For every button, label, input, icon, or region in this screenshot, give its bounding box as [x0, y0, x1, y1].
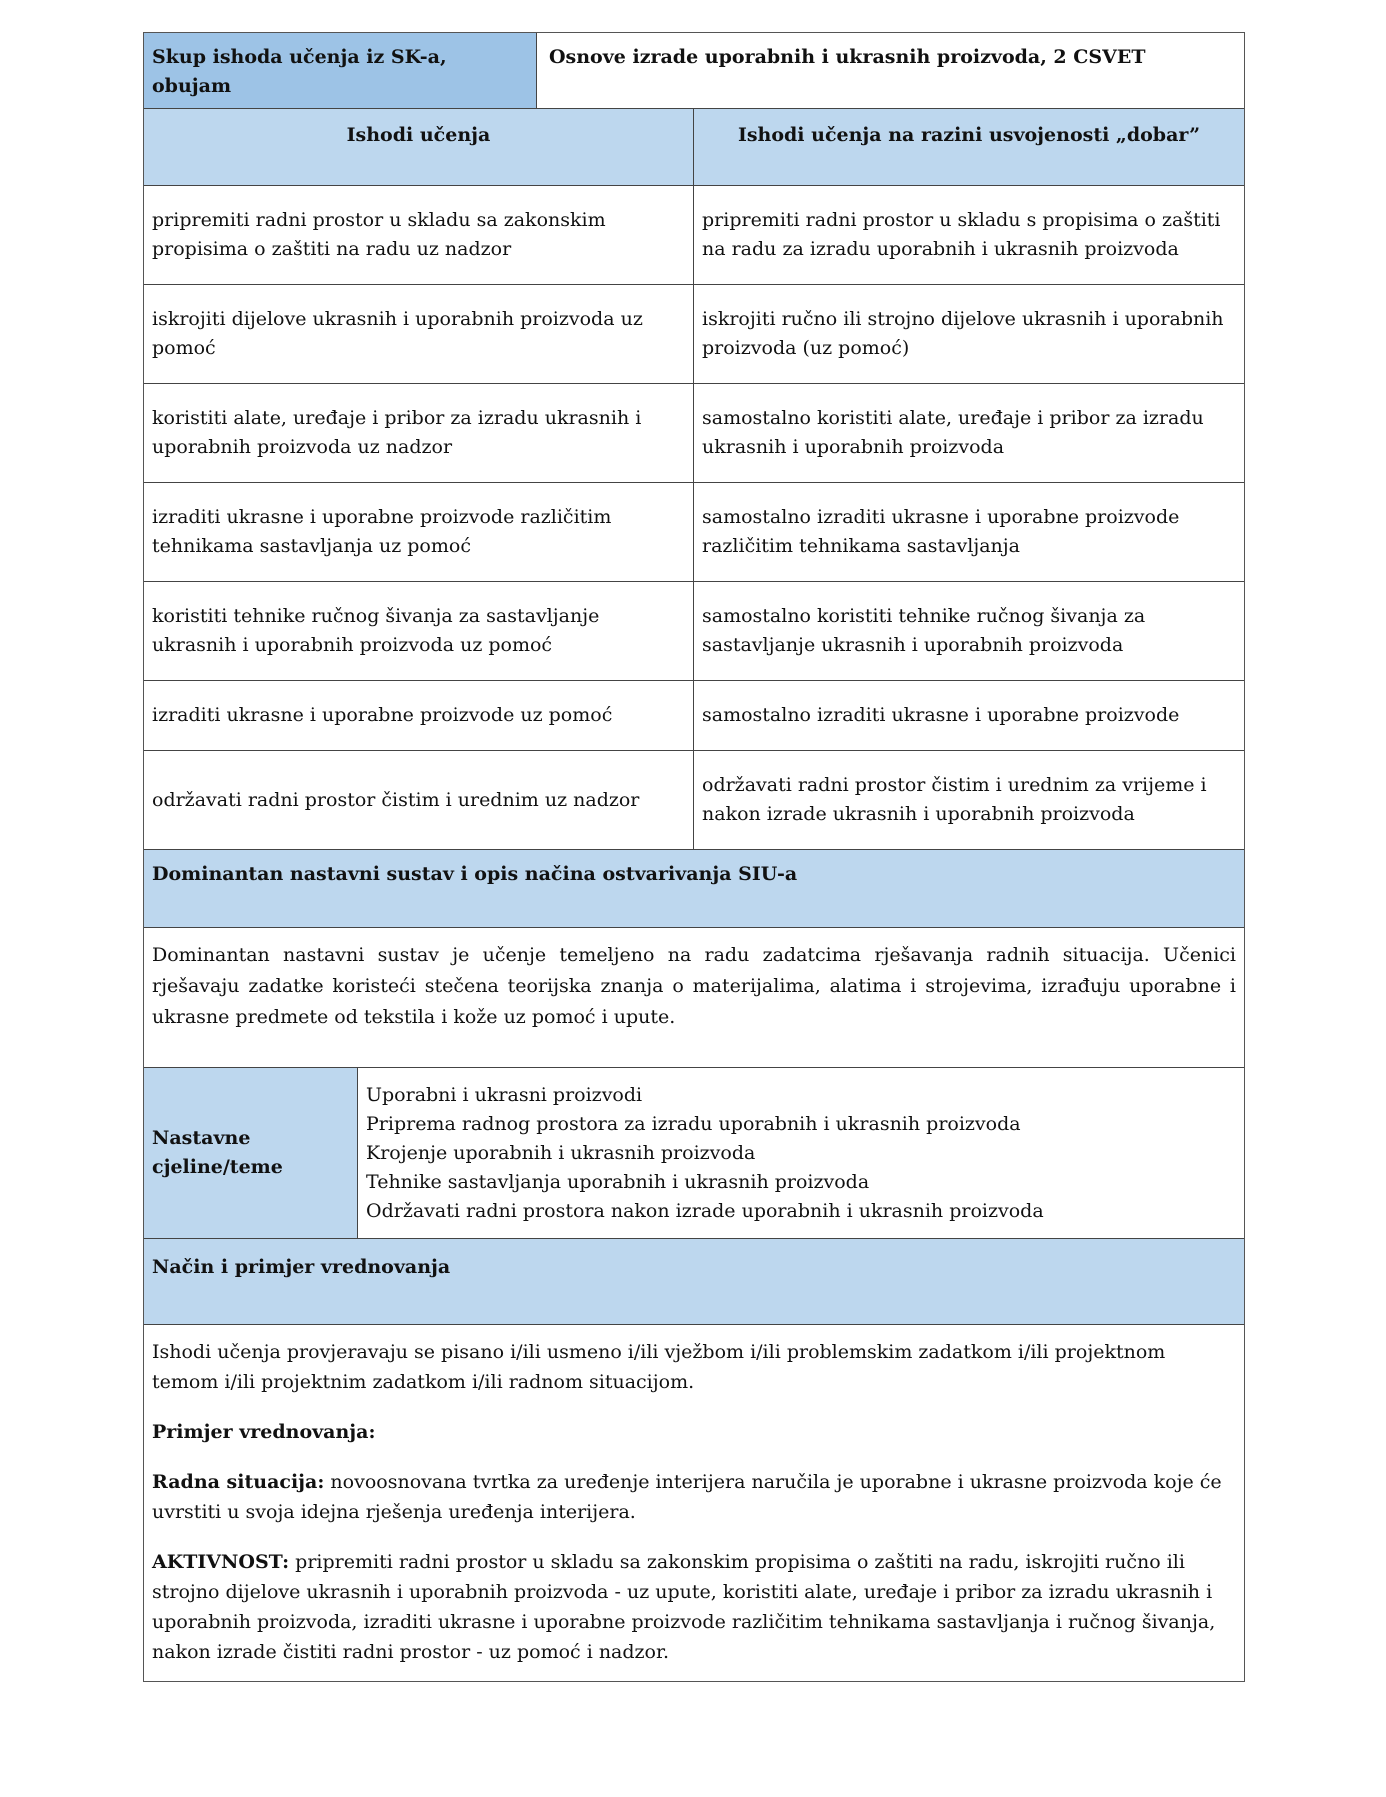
evaluation-header-row: [144, 1239, 1244, 1325]
activity-label: AKTIVNOST:: [152, 1551, 290, 1573]
units-row: [144, 1068, 1244, 1239]
teaching-system-text: Dominantan nastavni sustav je učenje temeljeno na radu zadatcima rješavanja radnih situacija. Učenici rješavaju zadatke koristeći stečena teorijska znanja o materijalima, alatima i strojevima, izrađuju uporabne i ukrasne predmete od tekstila i kože uz pomoć i upute.: [152, 944, 1236, 1028]
work-situation-label: Radna situacija:: [152, 1471, 325, 1493]
outcome-cell: koristiti tehnike ručnog šivanja za sastavljanje ukrasnih i uporabnih proizvoda uz pomoć: [144, 582, 694, 680]
col1-header: Ishodi učenja: [144, 109, 694, 185]
evaluation-example-title: Primjer vrednovanja:: [152, 1421, 376, 1443]
outcome-cell: izraditi ukrasne i uporabne proizvode različitim tehnikama sastavljanja uz pomoć: [144, 483, 694, 581]
activity-text: pripremiti radni prostor u skladu sa zakonskim propisima o zaštiti na radu, iskrojiti ručno ili strojno dijelove ukrasnih i uporabnih proizvoda - uz upute, koristiti alate, uređaje i pribor za izradu ukrasnih i uporabnih proizvoda, izraditi ukrasne i uporabne proizvode različitim tehnikama sastavljanja i ručnog šivanja, nakon izrade čistiti radni prostor - uz pomoć i nadzor.: [152, 1551, 1216, 1663]
unit-item: Priprema radnog prostora za izradu uporabnih i ukrasnih proizvoda: [366, 1112, 1021, 1135]
outcome-cell: izraditi ukrasne i uporabne proizvode uz pomoć: [144, 681, 694, 750]
work-situation: [152, 1467, 1236, 1527]
work-situation-text: novoosnovana tvrtka za uređenje interijera naručila je uporabne i ukrasne proizvoda koje će uvrstiti u svoja idejna rješenja uređenja interijera.: [152, 1471, 1222, 1523]
header-row: [144, 33, 1244, 109]
header-value: Osnove izrade uporabnih i ukrasnih proizvoda, 2 CSVET: [549, 46, 1146, 68]
outcome-good-cell: samostalno izraditi ukrasne i uporabne proizvode različitim tehnikama sastavljanja: [702, 506, 1180, 557]
outcome-good-cell: iskrojiti ručno ili strojno dijelove ukrasnih i uporabnih proizvoda (uz pomoć): [702, 308, 1224, 359]
outcome-good-cell: održavati radni prostor čistim i urednim za vrijeme i nakon izrade ukrasnih i uporabnih proizvoda: [702, 774, 1207, 825]
evaluation-body: [144, 1325, 1244, 1681]
outcome-cell: koristiti alate, uređaje i pribor za izradu ukrasnih i uporabnih proizvoda uz nadzor: [144, 384, 694, 482]
unit-item: Održavati radni prostora nakon izrade uporabnih i ukrasnih proizvoda: [366, 1199, 1044, 1222]
outcome-good-cell: samostalno koristiti tehnike ručnog šivanja za sastavljanje ukrasnih i uporabnih proizvoda: [702, 605, 1146, 656]
evaluation-row: [144, 1325, 1244, 1681]
teaching-system-title: Dominantan nastavni sustav i opis načina ostvarivanja SIU-a: [152, 863, 798, 885]
curriculum-table: [143, 32, 1245, 1682]
outcome-good-cell: samostalno koristiti alate, uređaje i pribor za izradu ukrasnih i uporabnih proizvoda: [702, 407, 1204, 458]
outcome-row: [144, 483, 1244, 582]
unit-item: Uporabni i ukrasni proizvodi: [366, 1083, 643, 1106]
evaluation-intro: Ishodi učenja provjeravaju se pisano i/ili usmeno i/ili vježbom i/ili problemskim zadatkom i/ili projektnom temom i/ili projektnim zadatkom i/ili radnom situacijom.: [152, 1341, 1166, 1393]
activity: [152, 1547, 1236, 1667]
evaluation-title: Način i primjer vrednovanja: [152, 1256, 451, 1278]
outcomes-header-row: [144, 109, 1244, 186]
header-label: Skup ishoda učenja iz SK-a, obujam: [144, 33, 537, 108]
outcome-row: [144, 681, 1244, 751]
outcome-row: [144, 384, 1244, 483]
outcome-good-cell: samostalno izraditi ukrasne i uporabne proizvode: [702, 704, 1180, 726]
units-list: [358, 1068, 1244, 1238]
units-label: Nastavne cjeline/teme: [144, 1068, 358, 1238]
unit-item: Krojenje uporabnih i ukrasnih proizvoda: [366, 1141, 756, 1164]
outcome-cell: iskrojiti dijelove ukrasnih i uporabnih proizvoda uz pomoć: [144, 285, 694, 383]
outcome-row: [144, 582, 1244, 681]
outcome-row: [144, 186, 1244, 285]
teaching-system-row: [144, 928, 1244, 1068]
outcome-good-cell: pripremiti radni prostor u skladu s propisima o zaštiti na radu za izradu uporabnih i ukrasnih proizvoda: [702, 209, 1221, 260]
col2-header: Ishodi učenja na razini usvojenosti „dobar”: [737, 124, 1201, 146]
outcome-row: [144, 285, 1244, 384]
outcome-row: [144, 751, 1244, 850]
outcome-cell: održavati radni prostor čistim i urednim uz nadzor: [144, 751, 694, 849]
teaching-system-header-row: [144, 850, 1244, 928]
unit-item: Tehnike sastavljanja uporabnih i ukrasnih proizvoda: [366, 1170, 870, 1193]
outcome-cell: pripremiti radni prostor u skladu sa zakonskim propisima o zaštiti na radu uz nadzor: [144, 186, 694, 284]
